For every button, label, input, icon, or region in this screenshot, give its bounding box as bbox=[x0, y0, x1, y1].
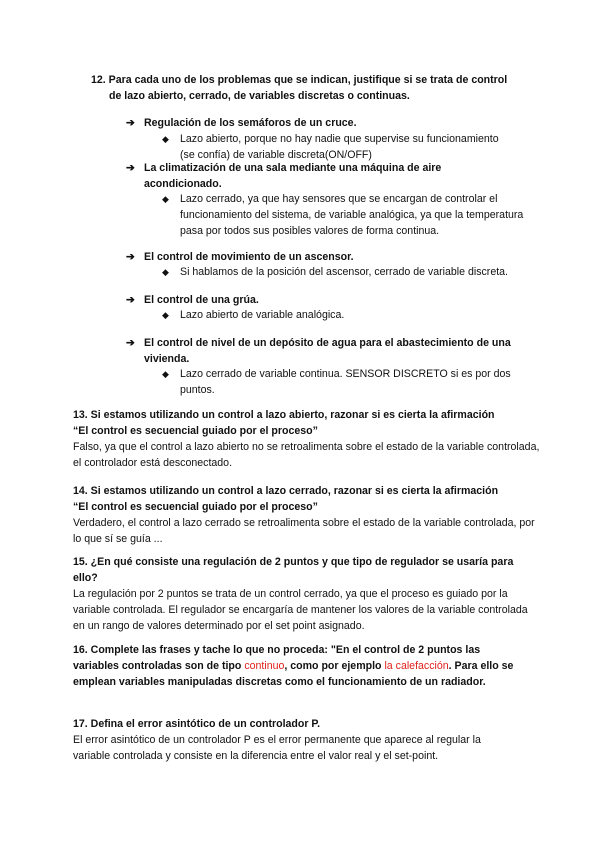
q17-section bbox=[73, 716, 513, 764]
q13-heading-line2: “El control es secuencial guiado por el proceso” bbox=[73, 425, 318, 437]
q12-item-2-title: ➔ La climatización de una sala mediante una máquina de aire acondicionado. bbox=[126, 162, 442, 190]
q14-answer: Verdadero, el control a lazo cerrado se retroalimenta sobre el estado de la variable controlada, por lo que sí se guía ... bbox=[73, 517, 535, 545]
q13-section bbox=[73, 407, 543, 471]
arrow-icon: ➔ bbox=[126, 117, 135, 129]
q16-answer-calefaccion: la calefacción bbox=[384, 660, 449, 672]
diamond-bullet-icon: ◆ bbox=[162, 310, 169, 320]
q16-answer-continuo: continuo bbox=[244, 660, 285, 672]
q14-section bbox=[73, 483, 543, 547]
q16-section bbox=[73, 642, 528, 690]
q12-item-3-answer: ◆ Si hablamos de la posición del ascensor, cerrado de variable discreta. bbox=[162, 266, 509, 278]
q15-section bbox=[73, 554, 533, 634]
diamond-bullet-icon: ◆ bbox=[162, 194, 169, 204]
q12-item-4-title: ➔ El control de una grúa. bbox=[126, 294, 259, 306]
arrow-icon: ➔ bbox=[126, 337, 135, 349]
q16-text-part1: 16. Complete las frases y tache lo que no proceda: "En el control de 2 puntos las variables controladas son de tipo bbox=[73, 644, 481, 672]
q13-answer: Falso, ya que el control a lazo abierto no se retroalimenta sobre el estado de la variable controlada, el controlador está desconectado. bbox=[73, 441, 540, 469]
q12-item-1-answer: ◆ Lazo abierto, porque no hay nadie que supervise su funcionamiento (se confía) de variable discreta(ON/OFF) bbox=[162, 133, 499, 161]
arrow-icon: ➔ bbox=[126, 294, 135, 306]
q12-heading-line1: 12. Para cada uno de los problemas que se indican, justifique si se trata de control bbox=[91, 74, 508, 86]
q17-heading: 17. Defina el error asintótico de un controlador P. bbox=[73, 718, 321, 730]
q12-item-5-title: ➔ El control de nivel de un depósito de agua para el abastecimiento de una vivienda. bbox=[126, 337, 511, 365]
q12-heading bbox=[91, 72, 551, 104]
q12-heading-line2: de lazo abierto, cerrado, de variables discretas o continuas. bbox=[109, 90, 410, 102]
arrow-icon: ➔ bbox=[126, 162, 135, 174]
q13-heading-line1: 13. Si estamos utilizando un control a lazo abierto, razonar si es cierta la afirmación bbox=[73, 409, 495, 421]
q14-heading-line1: 14. Si estamos utilizando un control a lazo cerrado, razonar si es cierta la afirmación bbox=[73, 485, 499, 497]
q17-answer: El error asintótico de un controlador P es el error permanente que aparece al regular la variable controlada y consiste en la diferencia entre el valor real y el set-point. bbox=[73, 734, 481, 762]
q12-item-1-title: ➔ Regulación de los semáforos de un cruce. bbox=[126, 117, 357, 129]
q12-item-4-answer: ◆ Lazo abierto de variable analógica. bbox=[162, 309, 345, 321]
q15-heading: 15. ¿En qué consiste una regulación de 2 puntos y que tipo de regulador se usaría para ello? bbox=[73, 556, 514, 584]
q12-item-3-title: ➔ El control de movimiento de un ascensor. bbox=[126, 251, 354, 263]
diamond-bullet-icon: ◆ bbox=[162, 134, 169, 144]
q14-heading-line2: “El control es secuencial guiado por el proceso” bbox=[73, 501, 318, 513]
q12-item-5-answer: ◆ Lazo cerrado de variable continua. SENSOR DISCRETO si es por dos puntos. bbox=[162, 368, 511, 396]
diamond-bullet-icon: ◆ bbox=[162, 267, 169, 277]
q16-text-part3: . Para ello se emplean variables manipuladas discretas como el funcionamiento de un radiador. bbox=[73, 660, 514, 688]
q12-item-2-answer: ◆ Lazo cerrado, ya que hay sensores que se encargan de controlar el funcionamiento del sistema, de variable analógica, ya que la temperatura pasa por todos sus posibles valores de forma continua. bbox=[162, 193, 524, 237]
diamond-bullet-icon: ◆ bbox=[162, 369, 169, 379]
q16-text-part2: , como por ejemplo bbox=[284, 660, 385, 672]
q15-answer: La regulación por 2 puntos se trata de un control cerrado, ya que el proceso es guiado por la variable controlada. El regulador se encargaría de mantener los valores de la variable controlada en un rango de valores determinado por el set point asignado. bbox=[73, 588, 528, 632]
arrow-icon: ➔ bbox=[126, 251, 135, 263]
